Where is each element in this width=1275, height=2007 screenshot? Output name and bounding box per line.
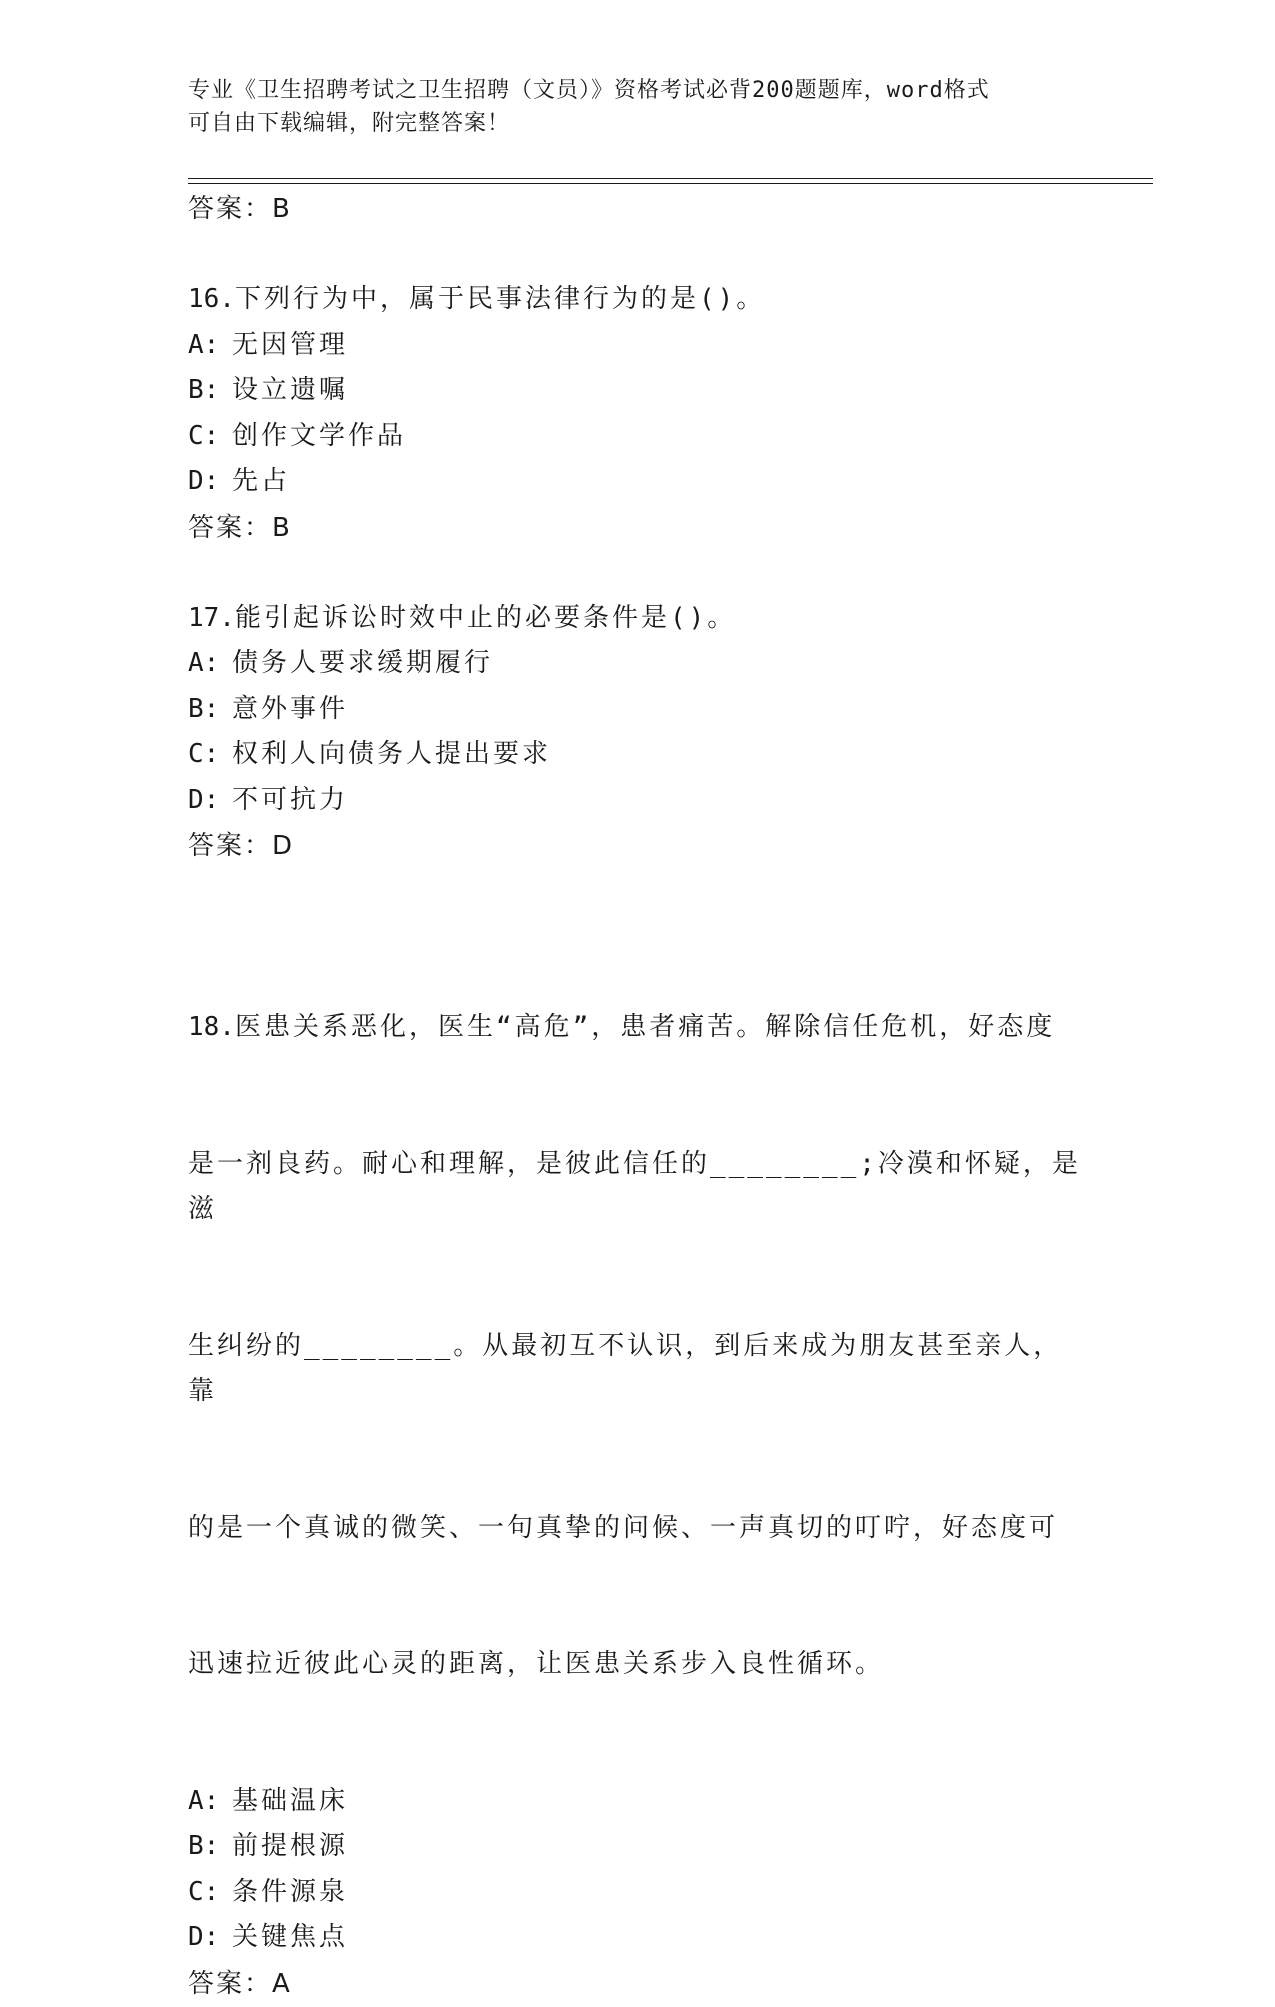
option-text: 不可抗力 [232,784,349,815]
question-17-stem [188,596,1088,642]
option-text: 创作文学作品 [232,420,407,451]
question-18-number: 18. [188,1012,235,1042]
question-17-option-d [188,778,1088,824]
option-key: A: [188,1785,220,1816]
question-18-line-4: 的是一个真诚的微笑、一句真挚的问候、一声真切的叮咛，好态度可 [188,1512,1059,1543]
question-18 [188,914,1088,2007]
question-16-option-a [188,323,1088,369]
question-17-answer: 答案：D [188,831,295,861]
question-16-number: 16. [188,284,235,314]
option-text: 条件源泉 [232,1876,349,1907]
option-text: 债务人要求缓期履行 [232,648,494,678]
question-18-line-1 [188,1005,1088,1051]
question-17-option-b [188,687,1088,733]
header-divider-top [188,178,1153,179]
option-text: 基础温床 [232,1785,349,1816]
option-key: C: [188,420,220,451]
option-key: B: [188,1831,220,1861]
question-18-answer: 答案：A [188,1968,292,1999]
option-text: 意外事件 [232,693,349,724]
question-17-text: 能引起诉讼时效中止的必要条件是()。 [234,602,737,633]
option-text: 先占 [232,466,291,496]
option-key: C: [188,1876,220,1907]
option-text: 无因管理 [232,329,349,360]
option-key: C: [188,739,220,769]
header-line-1: 专业《卫生招聘考试之卫生招聘（文员）》资格考试必背200题题库，word格式 [188,78,990,103]
document-body [188,186,1088,2007]
question-18-option-a [188,1779,1088,1825]
question-18-stem [188,914,1088,1779]
question-18-line-2: 是一剂良药。耐心和理解，是彼此信任的________;冷漠和怀疑，是滋 [188,1148,1081,1224]
option-text: 前提根源 [232,1831,349,1861]
question-17-option-c [188,732,1088,778]
question-18-option-c [188,1870,1088,1916]
question-16-text: 下列行为中，属于民事法律行为的是()。 [234,284,766,314]
option-key: B: [188,693,220,724]
question-18-line-3: 生纠纷的________。从最初互不认识，到后来成为朋友甚至亲人，靠 [188,1330,1063,1406]
option-key: A: [188,329,220,360]
question-18-option-d [188,1915,1088,1961]
question-17-option-a [188,641,1088,687]
option-text: 权利人向债务人提出要求 [232,739,552,769]
option-text: 设立遗嘱 [232,375,349,405]
question-17 [188,596,1088,870]
question-16-option-b [188,368,1088,414]
header-line-2: 可自由下载编辑，附完整答案！ [188,111,511,136]
question-16-option-c [188,414,1088,460]
question-16 [188,277,1088,551]
previous-answer: 答案：B [188,194,292,224]
question-16-option-d [188,459,1088,505]
question-16-stem [188,277,1088,323]
question-16-answer: 答案：B [188,512,292,543]
question-18-option-b [188,1824,1088,1870]
option-key: D: [188,466,220,496]
option-key: A: [188,648,220,678]
header-divider-bottom [188,183,1153,184]
question-18-text-1: 医患关系恶化，医生“高危”，患者痛苦。解除信任危机，好态度 [234,1012,1056,1042]
question-17-number: 17. [188,602,235,633]
option-key: D: [188,784,220,815]
option-text: 关键焦点 [232,1922,349,1952]
option-key: D: [188,1922,220,1952]
document-header [188,74,1088,140]
option-key: B: [188,375,220,405]
question-18-line-5: 迅速拉近彼此心灵的距离，让医患关系步入良性循环。 [188,1649,885,1679]
